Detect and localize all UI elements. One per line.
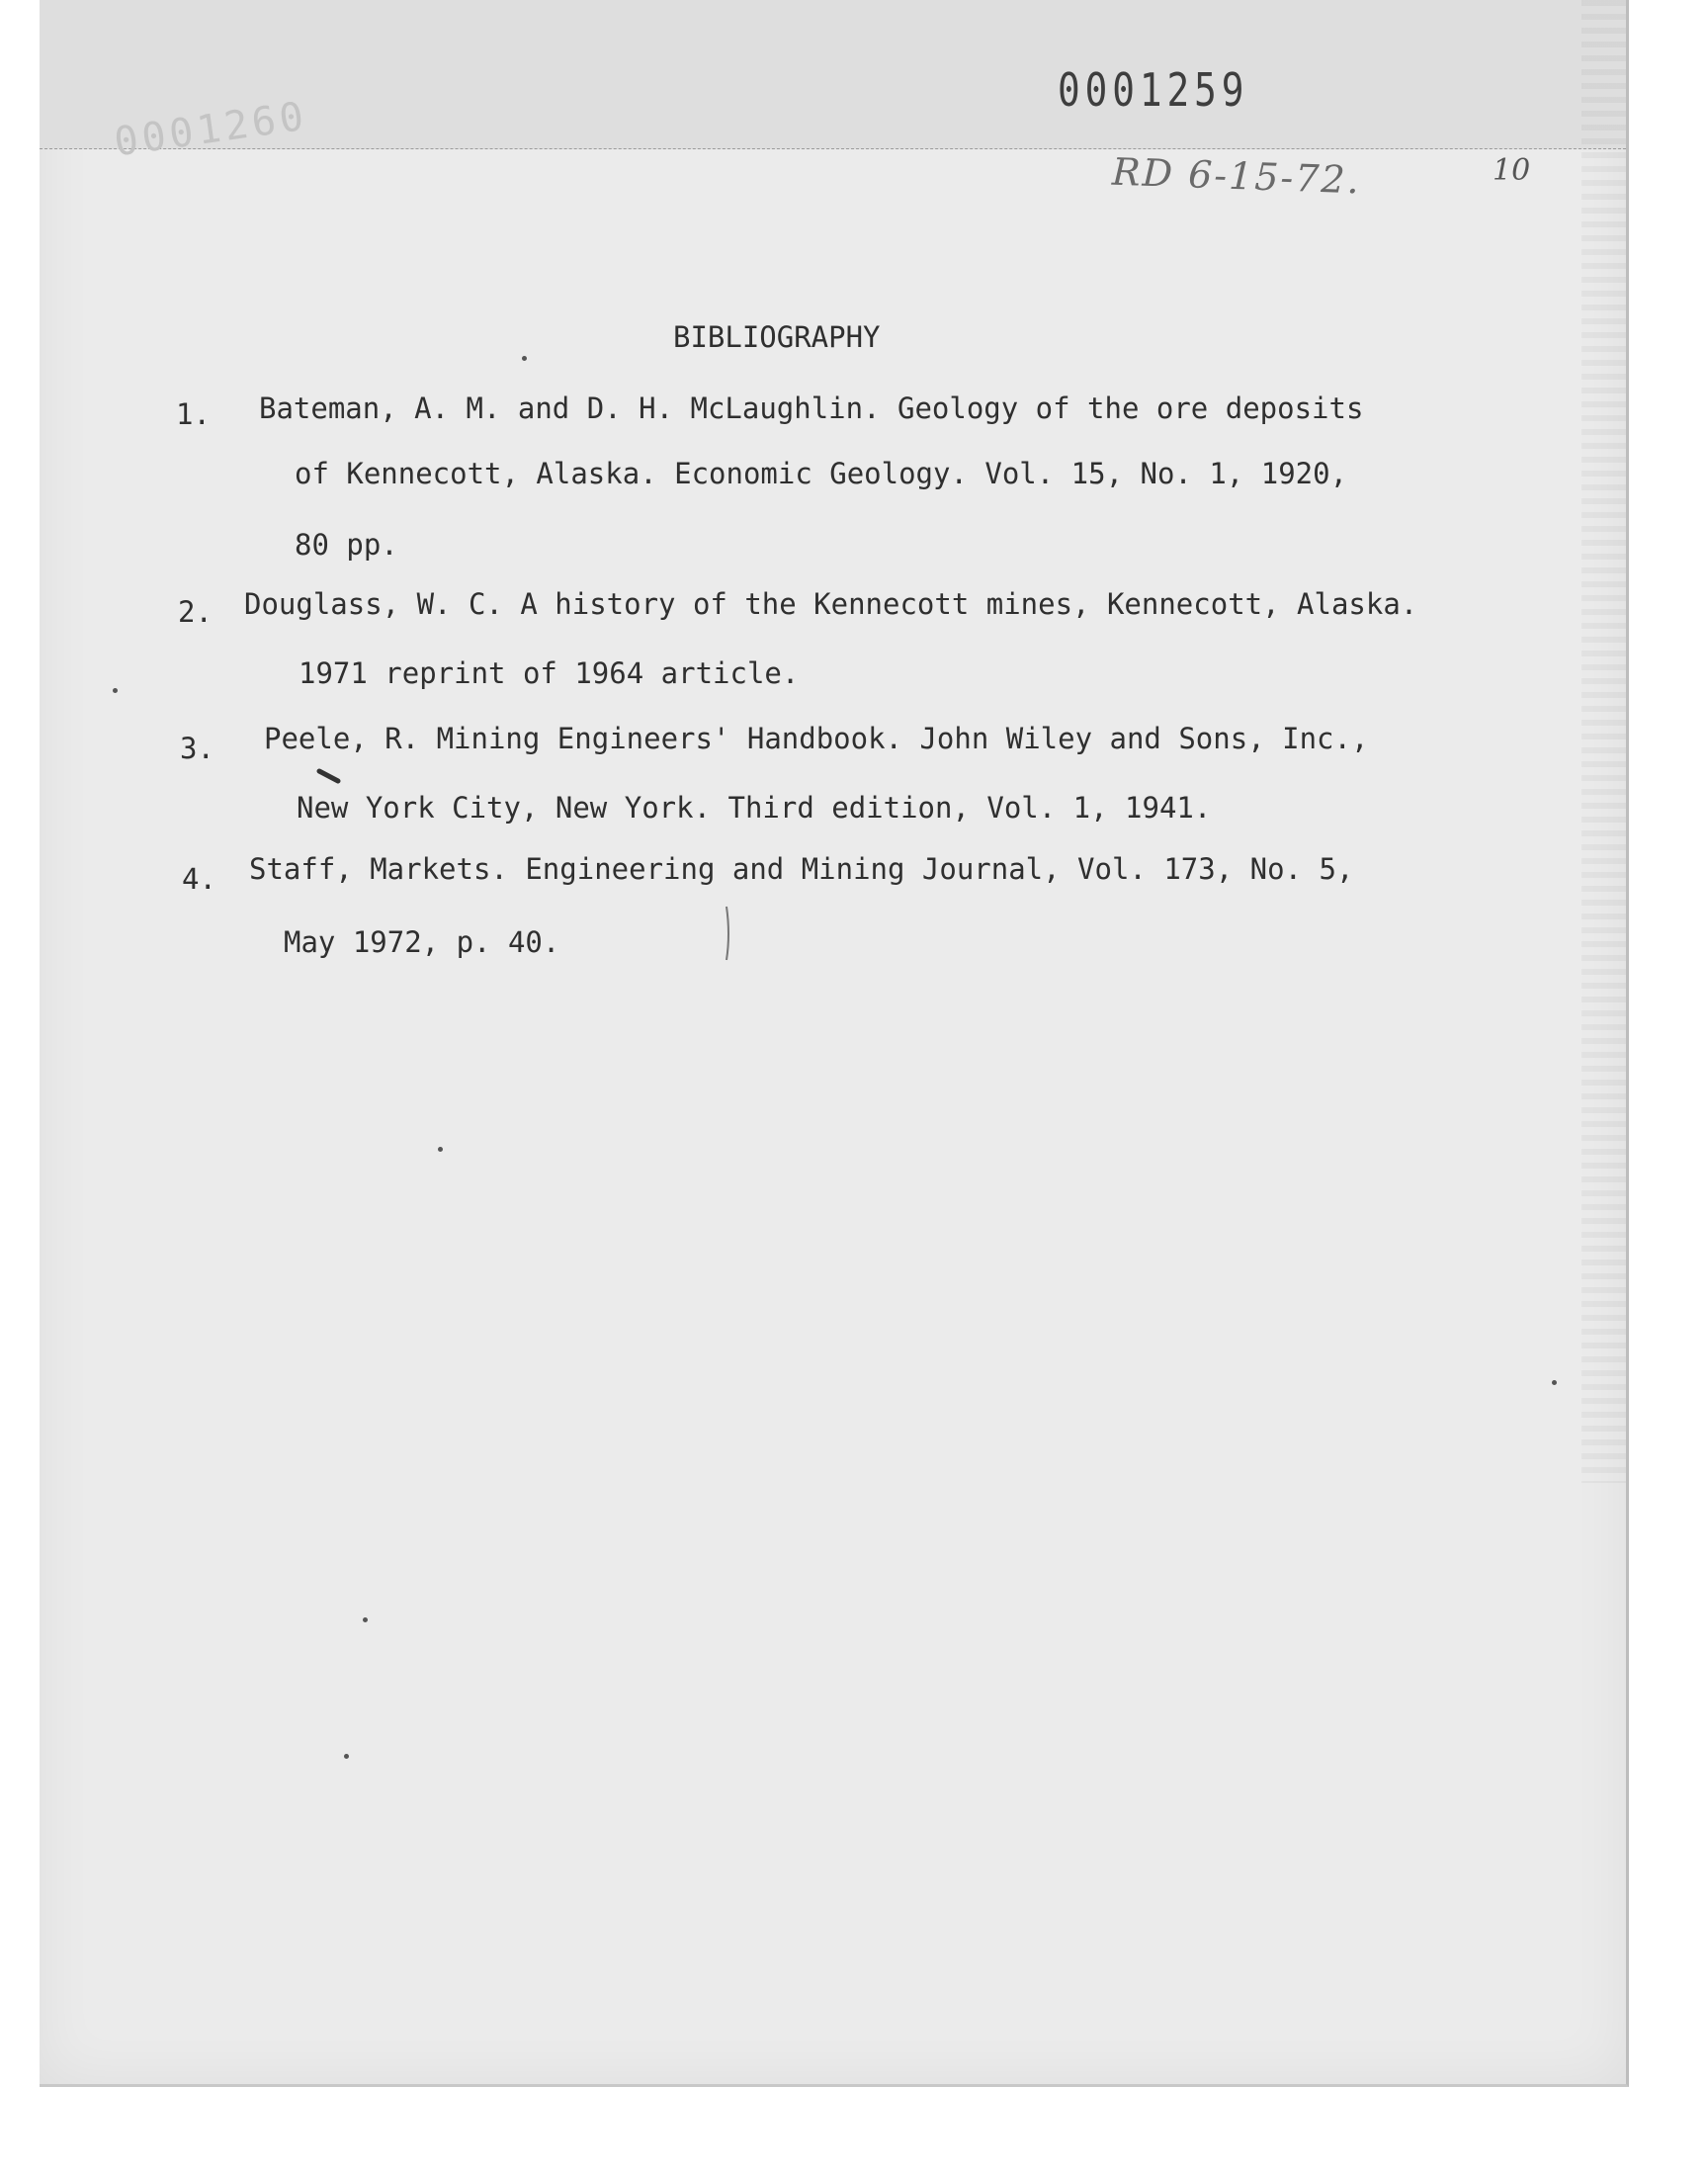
reference-2-line-1: Douglass, W. C. A history of the Kennecott mines, Kennecott, Alaska. [244,587,1418,621]
speck-mark [1552,1380,1557,1385]
reference-4-number: 4. [182,862,216,896]
reference-1-number: 1. [176,397,211,431]
ghost-stamp-number: 0001260 [111,93,310,166]
reference-3-number: 3. [180,732,214,765]
speck-mark [363,1617,368,1622]
speck-mark [522,356,527,361]
speck-mark [438,1147,443,1152]
reference-1-line-2: of Kennecott, Alaska. Economic Geology. Vol. 15, No. 1, 1920, [295,457,1348,490]
reference-4-line-2: May 1972, p. 40. [284,925,560,959]
reference-3-line-1: Peele, R. Mining Engineers' Handbook. John Wiley and Sons, Inc., [264,722,1369,755]
reference-1-line-3: 80 pp. [295,528,398,562]
document-page [40,0,1629,2087]
bibliography-title: BIBLIOGRAPHY [673,320,881,354]
pen-mark [316,767,346,787]
reference-2-line-2: 1971 reprint of 1964 article. [299,656,800,690]
reference-4-line-1: Staff, Markets. Engineering and Mining Journal, Vol. 173, No. 5, [249,852,1354,886]
handwritten-date: RD 6-15-72. [1111,149,1362,203]
page-number: 10 [1493,153,1531,188]
speck-mark [344,1754,349,1759]
pen-mark [722,905,733,964]
reference-2-number: 2. [178,595,213,629]
photocopy-edge-noise [1581,0,1626,1483]
reference-3-line-2: New York City, New York. Third edition, Vol. 1, 1941. [297,791,1212,825]
document-stamp-number: 0001259 [1058,63,1249,117]
speck-mark [113,688,118,693]
reference-1-line-1: Bateman, A. M. and D. H. McLaughlin. Geology of the ore deposits [259,392,1364,425]
